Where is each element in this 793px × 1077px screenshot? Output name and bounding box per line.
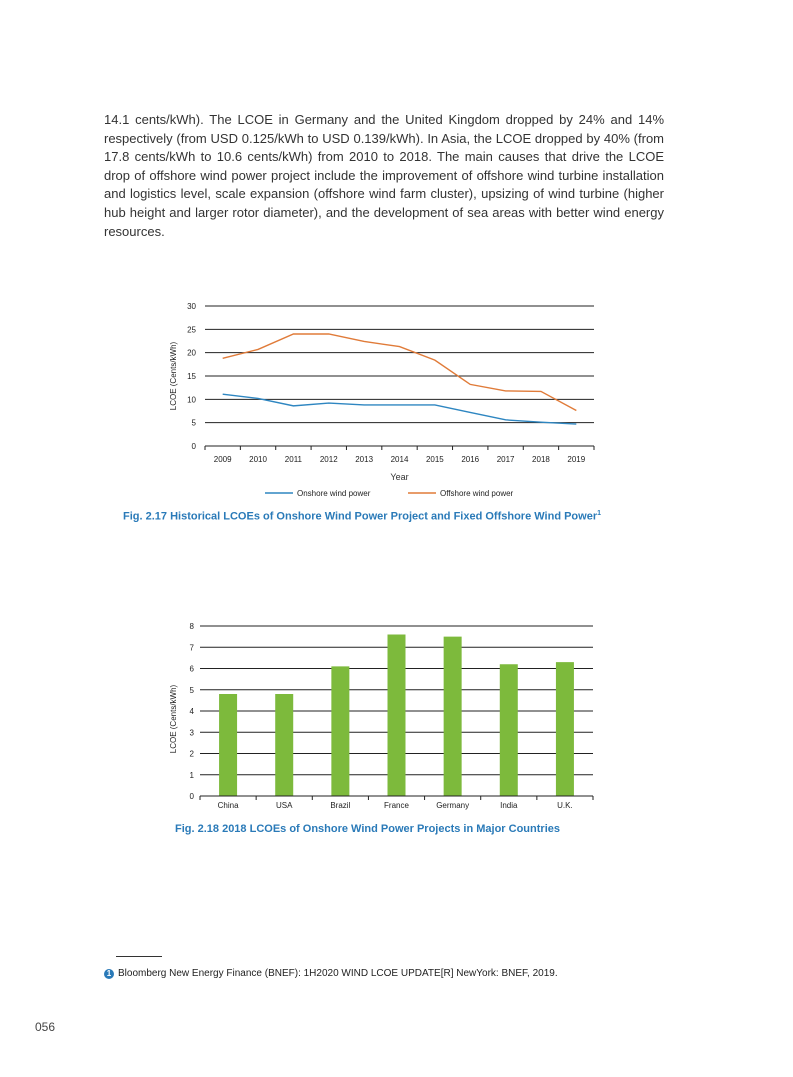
x-tick-label: 2018 (532, 455, 550, 464)
footnote-number: 1 (104, 969, 114, 979)
y-tick-label: 4 (189, 707, 194, 716)
y-tick-label: 8 (189, 622, 194, 631)
bar-usa (275, 694, 293, 796)
x-tick-label: 2017 (496, 455, 515, 464)
bar-germany (444, 637, 462, 796)
x-tick-label: 2015 (425, 455, 444, 464)
x-tick-label: 2016 (461, 455, 480, 464)
x-tick-label: 2010 (249, 455, 267, 464)
y-tick-label: 7 (189, 643, 194, 653)
y-tick-label: 20 (187, 348, 196, 358)
body-paragraph: 14.1 cents/kWh). The LCOE in Germany and the United Kingdom dropped by 24% and 14% respectively (from USD 0.125/kWh to USD 0.139/kWh). In Asia, the LCOE dropped by 40% (from 17.8 cents/kWh to 10.6 cents/kWh) from 2010 to 2018. The main causes that drive the LCOE drop of offshore wind power project include the improvement of offshore wind turbine installation and logistics level, scale expansion (offshore wind farm cluster), upsizing of wind turbine (higher hub height and larger rotor diameter), and the development of sea areas with better wind energy resources. (104, 112, 664, 239)
y-tick-label: 5 (189, 685, 194, 695)
y-tick-label: 0 (189, 792, 194, 801)
x-tick-label: Germany (436, 801, 470, 810)
x-tick-label: China (217, 801, 239, 810)
y-tick-label: 25 (187, 325, 196, 335)
x-tick-label: 2009 (213, 455, 232, 464)
y-tick-label: 15 (187, 372, 196, 381)
x-tick-label: 2013 (355, 455, 374, 464)
footnote-marker: 1 (597, 510, 602, 517)
figure-caption-2-18: Fig. 2.18 2018 LCOEs of Onshore Wind Power Projects in Major Countries (175, 823, 560, 835)
footnote (104, 968, 558, 979)
bar-india (500, 664, 518, 796)
bar-uk (556, 662, 574, 796)
legend-label: Onshore wind power (297, 489, 371, 498)
figure-caption-2-17 (123, 510, 601, 523)
y-tick-label: 2 (189, 749, 194, 759)
x-tick-label: 2012 (319, 455, 338, 464)
bar-brazil (331, 666, 349, 796)
y-tick-label: 0 (191, 442, 196, 451)
y-axis-title: LCOE (Cents/kWh) (169, 684, 178, 754)
x-tick-label: U.K. (557, 801, 573, 810)
y-tick-label: 10 (187, 395, 196, 405)
x-tick-label: USA (275, 801, 293, 810)
page-number: 056 (35, 1020, 56, 1034)
x-tick-label: 2011 (284, 455, 303, 464)
y-tick-label: 3 (189, 728, 194, 738)
x-tick-label: India (500, 801, 518, 810)
x-tick-label: France (384, 801, 409, 810)
y-axis-title: LCOE (Cents/kWh) (169, 341, 178, 411)
footnote-divider (116, 956, 162, 957)
series-line-onshore (223, 394, 577, 424)
y-tick-label: 1 (189, 770, 194, 780)
x-tick-label: 2014 (390, 455, 409, 464)
caption-text: Fig. 2.17 Historical LCOEs of Onshore Wind Power Project and Fixed Offshore Wind Power (123, 510, 598, 523)
y-tick-label: 5 (191, 418, 196, 428)
x-tick-label: Brazil (330, 801, 351, 810)
bar-france (388, 635, 406, 797)
bar-china (219, 694, 237, 796)
x-axis-title: Year (390, 472, 409, 482)
x-tick-label: 2019 (567, 455, 586, 464)
footnote-text: Bloomberg New Energy Finance (BNEF): 1H2020 WIND LCOE UPDATE[R] NewYork: BNEF, 2019. (118, 968, 558, 979)
legend-label: Offshore wind power (440, 489, 514, 498)
y-tick-label: 6 (189, 664, 194, 674)
y-tick-label: 30 (187, 302, 196, 311)
